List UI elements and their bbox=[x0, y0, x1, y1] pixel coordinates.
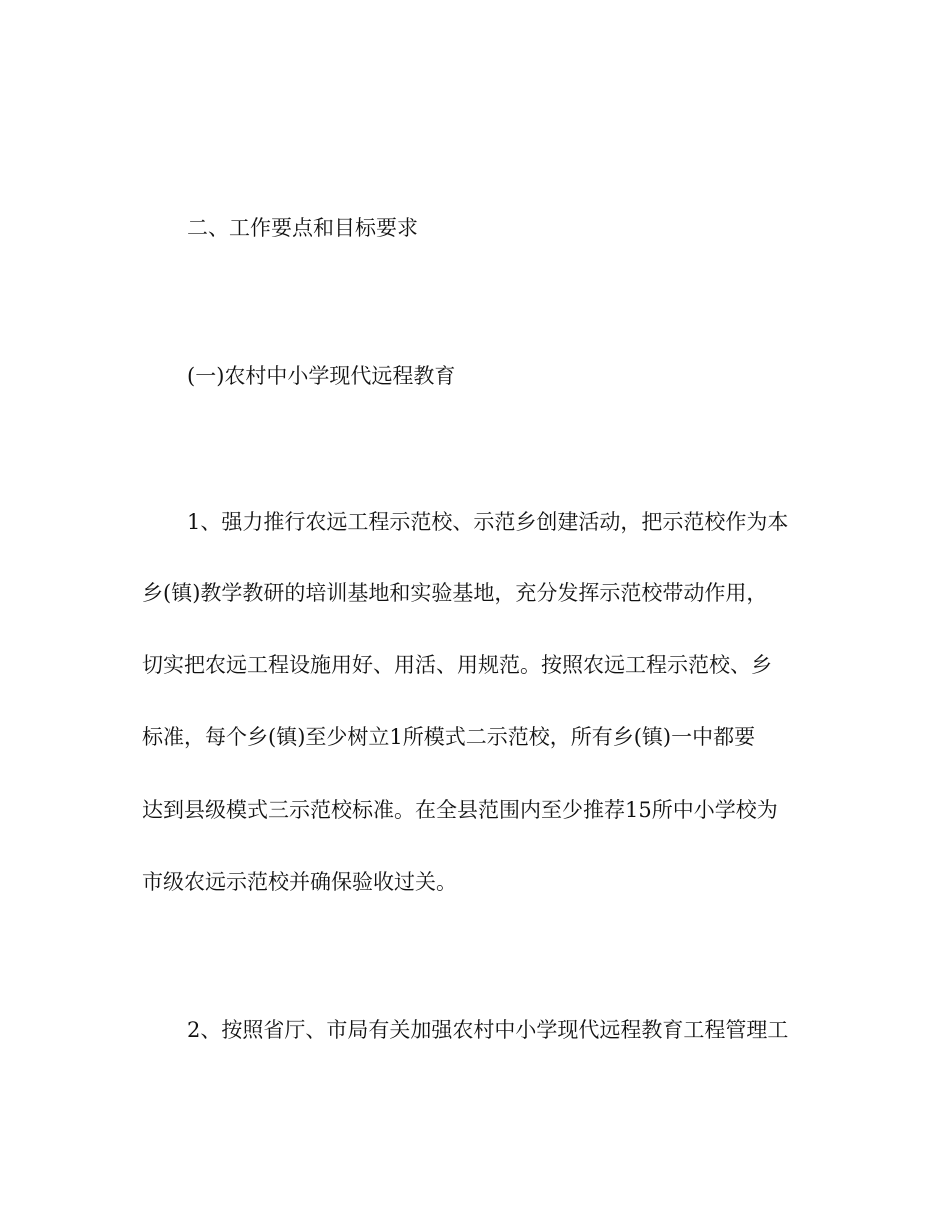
subsection-heading: (一)农村中小学现代远程教育 bbox=[187, 364, 456, 388]
paragraph-line: 市级农远示范校并确保验收过关。 bbox=[142, 870, 457, 894]
paragraph-line: 1、强力推行农远工程示范校、示范乡创建活动，把示范校作为本 bbox=[187, 510, 789, 534]
paragraph-line: 标准，每个乡(镇)至少树立1所模式二示范校，所有乡(镇)一中都要 bbox=[142, 725, 756, 749]
paragraph-line: 切实把农远工程设施用好、用活、用规范。按照农远工程示范校、乡 bbox=[142, 653, 772, 677]
section-heading: 二、工作要点和目标要求 bbox=[187, 216, 418, 240]
paragraph-line: 乡(镇)教学教研的培训基地和实验基地，充分发挥示范校带动作用， bbox=[142, 581, 768, 605]
paragraph-line: 2、按照省厅、市局有关加强农村中小学现代远程教育工程管理工 bbox=[187, 1018, 789, 1042]
paragraph-line: 达到县级模式三示范校标准。在全县范围内至少推荐15所中小学校为 bbox=[142, 798, 778, 822]
